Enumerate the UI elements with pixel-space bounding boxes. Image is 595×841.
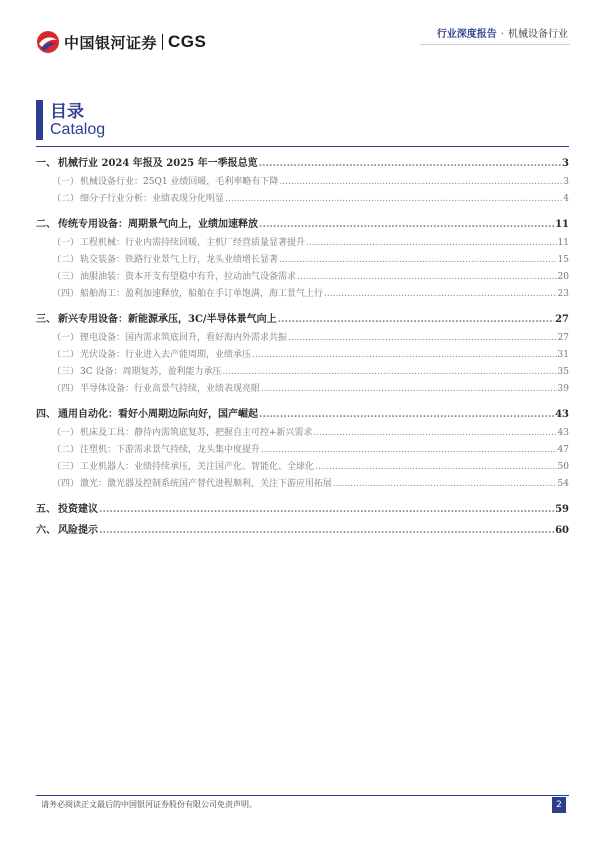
toc-entry-title: 半导体设备：行业高景气持续，业绩表现亮眼 <box>80 384 261 394</box>
toc-entry-number: （四） <box>52 479 80 489</box>
toc-page-number: 47 <box>557 445 569 455</box>
toc-entry-number: （一） <box>52 177 80 187</box>
title-divider <box>36 146 569 147</box>
toc-entry-number: （三） <box>52 272 80 282</box>
toc-entry-title: 机床及工具：静待内需筑底复苏，把握自主可控+新兴需求 <box>80 428 313 438</box>
toc-entry-number: （一） <box>52 333 80 343</box>
toc-section-entry[interactable] <box>36 309 569 330</box>
toc-dot-leader <box>99 520 554 541</box>
toc-section-entry[interactable] <box>36 153 569 174</box>
logo-text-cn: 中国银河证券 <box>64 33 158 52</box>
toc-title-cn: 目录 <box>50 102 84 122</box>
toc-subsection-entry[interactable] <box>36 459 569 476</box>
toc-page-number: 31 <box>557 350 569 360</box>
title-accent-bar <box>36 100 43 140</box>
toc-subsection-entry[interactable] <box>36 191 569 208</box>
toc-entry-number: （一） <box>52 428 80 438</box>
toc-subsection-entry[interactable] <box>36 235 569 252</box>
toc-entry-number: 四、 <box>36 409 56 420</box>
logo-divider <box>162 34 163 50</box>
toc-entry-number: 三、 <box>36 314 56 325</box>
toc-section-entry[interactable] <box>36 404 569 425</box>
toc-subsection-entry[interactable] <box>36 364 569 381</box>
toc-entry-number: （二） <box>52 445 80 455</box>
toc-entry-title: 投资建议 <box>58 504 98 515</box>
toc-entry-title: 机械行业 2024 年报及 2025 年一季报总览 <box>58 158 258 169</box>
toc-entry-number: （三） <box>52 462 80 472</box>
toc-dot-leader <box>314 425 557 442</box>
toc-subsection-entry[interactable] <box>36 476 569 493</box>
toc-dot-leader <box>252 347 557 364</box>
toc-dot-leader <box>261 381 557 398</box>
toc-dot-leader <box>259 404 554 425</box>
toc-section-entry[interactable] <box>36 520 569 541</box>
toc-entry-title: 通用自动化：看好小周期边际向好，国产崛起 <box>58 409 258 420</box>
toc-page-number: 59 <box>555 504 569 515</box>
toc-page-number: 27 <box>555 314 569 325</box>
toc-dot-leader <box>315 459 557 476</box>
toc-section-entry[interactable] <box>36 214 569 235</box>
toc-page-number: 43 <box>557 428 569 438</box>
report-type: 行业深度报告 <box>436 29 497 40</box>
toc-entry-title: 轨交装备：铁路行业景气上行，龙头业绩增长显著 <box>80 255 279 265</box>
toc-subsection-entry[interactable] <box>36 252 569 269</box>
toc-page-number: 35 <box>557 367 569 377</box>
toc-page-number: 23 <box>557 289 569 299</box>
toc-page-number: 39 <box>557 384 569 394</box>
toc-entry-number: （四） <box>52 289 80 299</box>
toc-dot-leader <box>222 364 556 381</box>
page-header <box>0 0 595 60</box>
toc-dot-leader <box>297 269 557 286</box>
toc-entry-number: （二） <box>52 350 80 360</box>
toc-page-number: 3 <box>562 158 569 169</box>
toc-entry-number: （四） <box>52 384 80 394</box>
toc-entry-number: （三） <box>52 367 80 377</box>
toc-subsection-entry[interactable] <box>36 381 569 398</box>
toc-entry-title: 传统专用设备：周期景气向上，业绩加速释放 <box>58 219 258 230</box>
toc-page-number: 11 <box>555 219 569 230</box>
header-divider <box>420 44 570 45</box>
toc-subsection-entry[interactable] <box>36 425 569 442</box>
company-logo <box>36 30 206 54</box>
toc-entry-number: （二） <box>52 194 80 204</box>
toc-page-number: 11 <box>557 238 569 248</box>
toc-dot-leader <box>333 476 557 493</box>
toc-entry-title: 机械设备行业：25Q1 业绩回暖，毛利率略有下降 <box>80 177 279 187</box>
header-separator: · <box>500 29 504 40</box>
toc-entry-number: 六、 <box>36 525 56 536</box>
toc-entry-title: 船舶海工：盈利加速释放，船舶在手订单饱满，海工景气上行 <box>80 289 324 299</box>
toc-page-number: 27 <box>557 333 569 343</box>
report-category <box>437 25 568 40</box>
toc-dot-leader <box>278 309 555 330</box>
toc-entry-title: 锂电设备：国内需求筑底回升，看好海内外需求共振 <box>80 333 288 343</box>
toc-entry-title: 注塑机：下游需求景气持续，龙头集中度提升 <box>80 445 261 455</box>
toc-entry-title: 工程机械：行业内需持续回暖，主机厂经营质量显著提升 <box>80 238 306 248</box>
toc-dot-leader <box>259 153 561 174</box>
toc-entry-title: 光伏设备：行业进入去产能周期，业绩承压 <box>80 350 252 360</box>
footer-divider <box>36 795 569 796</box>
toc-dot-leader <box>324 286 557 303</box>
toc-entry-title: 新兴专用设备：新能源承压，3C/半导体景气向上 <box>58 314 277 325</box>
toc-entry-title: 细分子行业分析：业绩表现分化明显 <box>80 194 225 204</box>
logo-text-en: CGS <box>168 32 207 51</box>
toc-section-entry[interactable] <box>36 499 569 520</box>
toc-dot-leader <box>99 499 554 520</box>
toc-page-number: 4 <box>563 194 569 204</box>
toc-page-number: 43 <box>555 409 569 420</box>
toc-dot-leader <box>306 235 557 252</box>
toc-dot-leader <box>261 442 557 459</box>
toc-dot-leader <box>225 191 562 208</box>
cgs-logo-icon <box>36 30 60 54</box>
toc-entry-number: 二、 <box>36 219 56 230</box>
page-number: 2 <box>552 797 566 813</box>
toc-subsection-entry[interactable] <box>36 442 569 459</box>
industry-name: 机械设备行业 <box>508 29 568 40</box>
toc-entry-title: 油服油装：资本开支有望稳中有升，拉动油气设备需求 <box>80 272 297 282</box>
toc-page-number: 15 <box>557 255 569 265</box>
toc-subsection-entry[interactable] <box>36 347 569 364</box>
toc-entry-number: （一） <box>52 238 80 248</box>
toc-page-number: 20 <box>557 272 569 282</box>
toc-subsection-entry[interactable] <box>36 269 569 286</box>
toc-page-number: 54 <box>557 479 569 489</box>
toc-entry-title: 3C 设备：周期复苏，盈利能力承压 <box>80 367 222 377</box>
table-of-contents <box>36 153 569 541</box>
toc-dot-leader <box>259 214 554 235</box>
toc-subsection-entry[interactable] <box>36 174 569 191</box>
toc-subsection-entry[interactable] <box>36 286 569 303</box>
toc-entry-number: （二） <box>52 255 80 265</box>
toc-entry-title: 激光：激光器及控制系统国产替代进程顺利，关注下游应用拓展 <box>80 479 333 489</box>
toc-title-en: Catalog <box>50 121 106 138</box>
toc-subsection-entry[interactable] <box>36 330 569 347</box>
toc-entry-number: 一、 <box>36 158 56 169</box>
toc-page-number: 50 <box>557 462 569 472</box>
toc-dot-leader <box>279 174 562 191</box>
toc-dot-leader <box>279 252 557 269</box>
toc-entry-number: 五、 <box>36 504 56 515</box>
toc-entry-title: 工业机器人：业绩持续承压，关注国产化、智能化、全球化 <box>80 462 315 472</box>
toc-entry-title: 风险提示 <box>58 525 98 536</box>
toc-page-number: 3 <box>563 177 569 187</box>
disclaimer-text: 请务必阅读正文最后的中国银河证券股份有限公司免责声明。 <box>41 800 257 809</box>
toc-page-number: 60 <box>555 525 569 536</box>
toc-dot-leader <box>288 330 557 347</box>
